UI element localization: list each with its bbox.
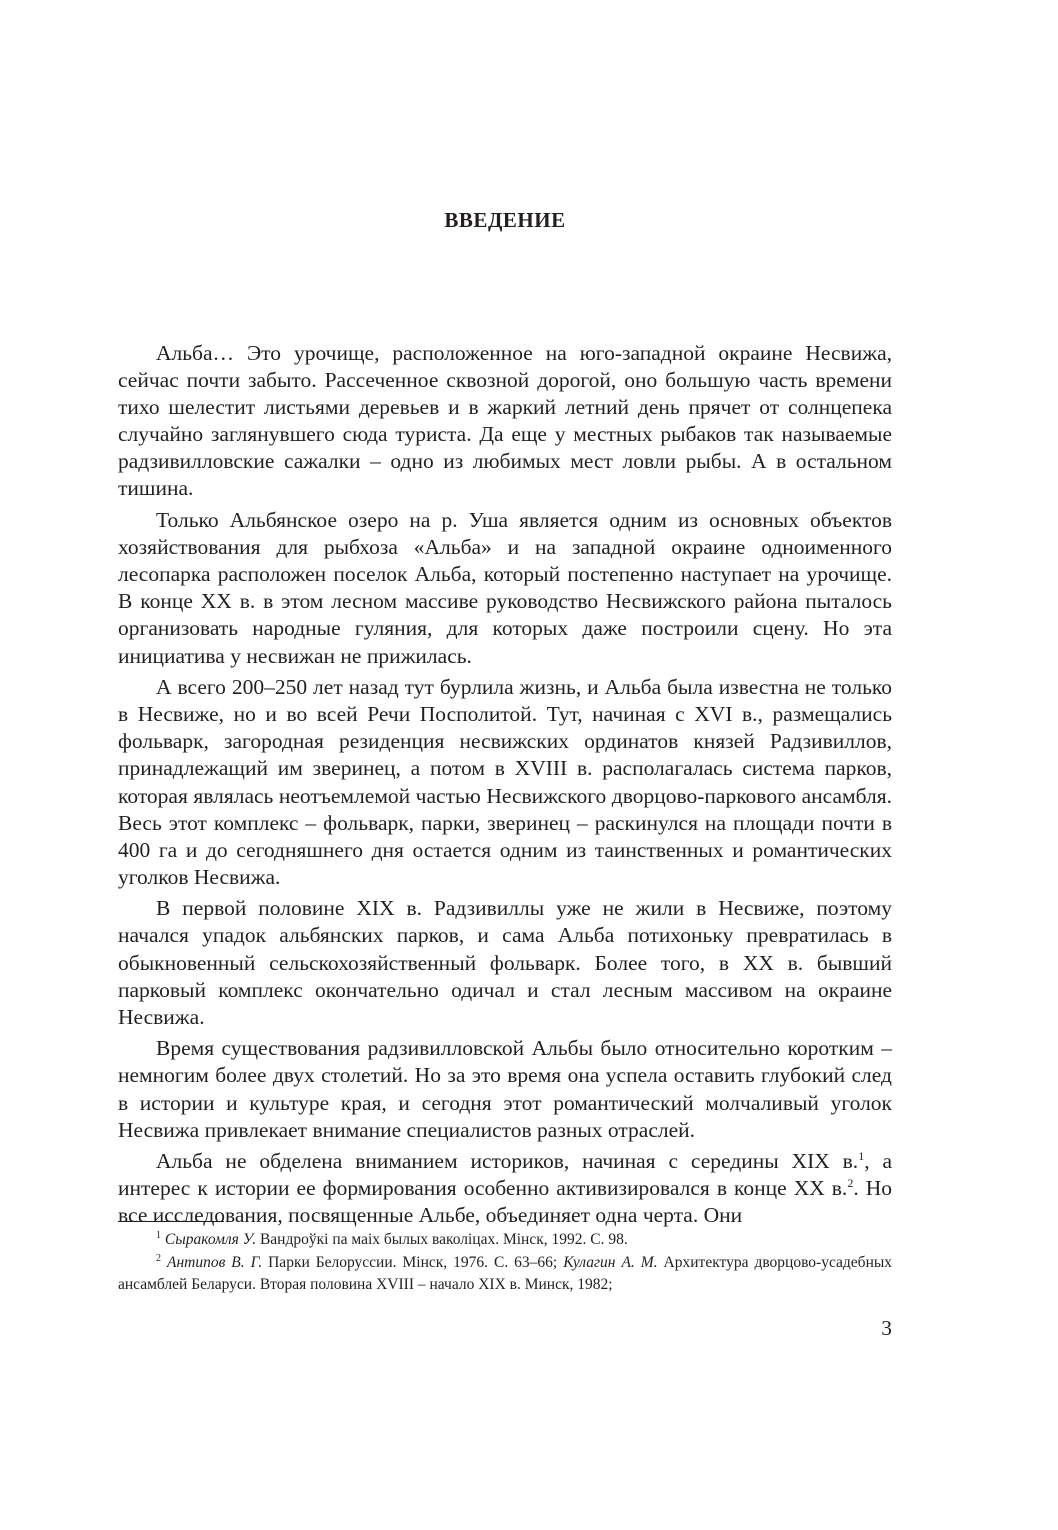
footnote-text: Вандроўкі па маіх былых ваколіцах. Мінск, 1992. С. 98. bbox=[256, 1231, 628, 1248]
paragraph-last bbox=[118, 1148, 892, 1229]
footnote-ref-2[interactable]: 2 bbox=[847, 1176, 854, 1191]
footnote-number: 1 bbox=[156, 1229, 161, 1241]
paragraph: А всего 200–250 лет назад тут бурлила жизнь, и Альба была известна не только в Несвиже, но и во всей Речи Посполитой. Тут, начиная с XVI в., размещались фольварк, загородная резиденция несвижских ординатов князей Радзивиллов, принадлежащий им зверинец, а потом в XVIII в. располагалась система парков, которая являлась неотъемлемой частью Несвижского дворцово-паркового ансамбля. Весь этот комплекс – фольварк, парки, зверинец – раскинулся на площади почти в 400 га и до сегодняшнего дня остается одним из таинственных и романтических уголков Несвижа. bbox=[118, 675, 892, 889]
paragraph: Время существования радзивилловской Альбы было относительно коротким – немногим более двух столетий. Но за это время она успела оставить глубокий след в истории и культуре края, и сегодня этот романтический молчаливый уголок Несвижа привлекает внимание специалистов разных отраслей. bbox=[118, 1036, 892, 1142]
footnote-2 bbox=[118, 1252, 892, 1297]
footnote-text: Парки Белоруссии. Мінск, 1976. С. 63–66; bbox=[262, 1253, 564, 1271]
paragraph: Только Альбянское озеро на р. Уша является одним из основных объектов хозяйствования для рыбхоза «Альба» и на западной окраине одноименного лесопарка расположен поселок Альба, который постепенно наступает на урочище. В конце XX в. в этом лесном массиве руководство Несвижского района пыталось организовать народные гуляния, для которых даже построили сцену. Но эта инициатива у несвижан не прижилась. bbox=[118, 508, 892, 668]
paragraph: Альба… Это урочище, расположенное на юго-западной окраине Несвижа, сейчас почти забыто. Рассеченное сквозной дорогой, оно большую часть времени тихо шелестит листьями деревьев и в жаркий летний день прячет от солнцепека случайно заглянувшего сюда туриста. Да еще у местных рыбаков так называемые радзивилловские сажалки – одно из любимых мест ловли рыбы. А в остальном тишина. bbox=[118, 341, 892, 501]
footnote-author: Сыракомля У. bbox=[164, 1231, 257, 1248]
paragraph: В первой половине XIX в. Радзивиллы уже не жили в Несвиже, поэтому начался упадок альбянских парков, и сама Альба потихоньку превратилась в обыкновенный сельскохозяйственный фольварк. Более того, в XX в. бывший парковый комплекс окончательно одичал и стал лесным массивом на окраине Несвижа. bbox=[118, 896, 892, 1029]
footnote-1 bbox=[118, 1229, 892, 1252]
footnote-divider bbox=[118, 1221, 224, 1222]
footnote-ref-1[interactable]: 1 bbox=[858, 1149, 865, 1164]
footnote-author: Антипов В. Г. bbox=[166, 1253, 263, 1271]
footnotes bbox=[118, 1229, 892, 1297]
chapter-heading: ВВЕДЕНИЕ bbox=[444, 208, 566, 232]
footnote-author-2: Кулагин А. М. bbox=[563, 1253, 658, 1271]
page-number: 3 bbox=[881, 1316, 892, 1340]
paragraph-text: Альба не обделена вниманием историков, начиная с середины XIX в. bbox=[156, 1149, 859, 1174]
paragraph-text: . Но все исследования, посвященные Альбе, объединяет одна черта. Они bbox=[118, 1176, 892, 1228]
footnote-number: 2 bbox=[156, 1252, 161, 1264]
paragraph-text: , а интерес к истории ее формирования особенно активизировался в конце XX в. bbox=[118, 1149, 892, 1201]
main-text bbox=[118, 340, 892, 1234]
footnote-text-2: Архитектура дворцово-усадебных ансамблей Беларуси. Вторая половина XVIII – начало XIX в. Минск, 1982; bbox=[118, 1253, 893, 1293]
